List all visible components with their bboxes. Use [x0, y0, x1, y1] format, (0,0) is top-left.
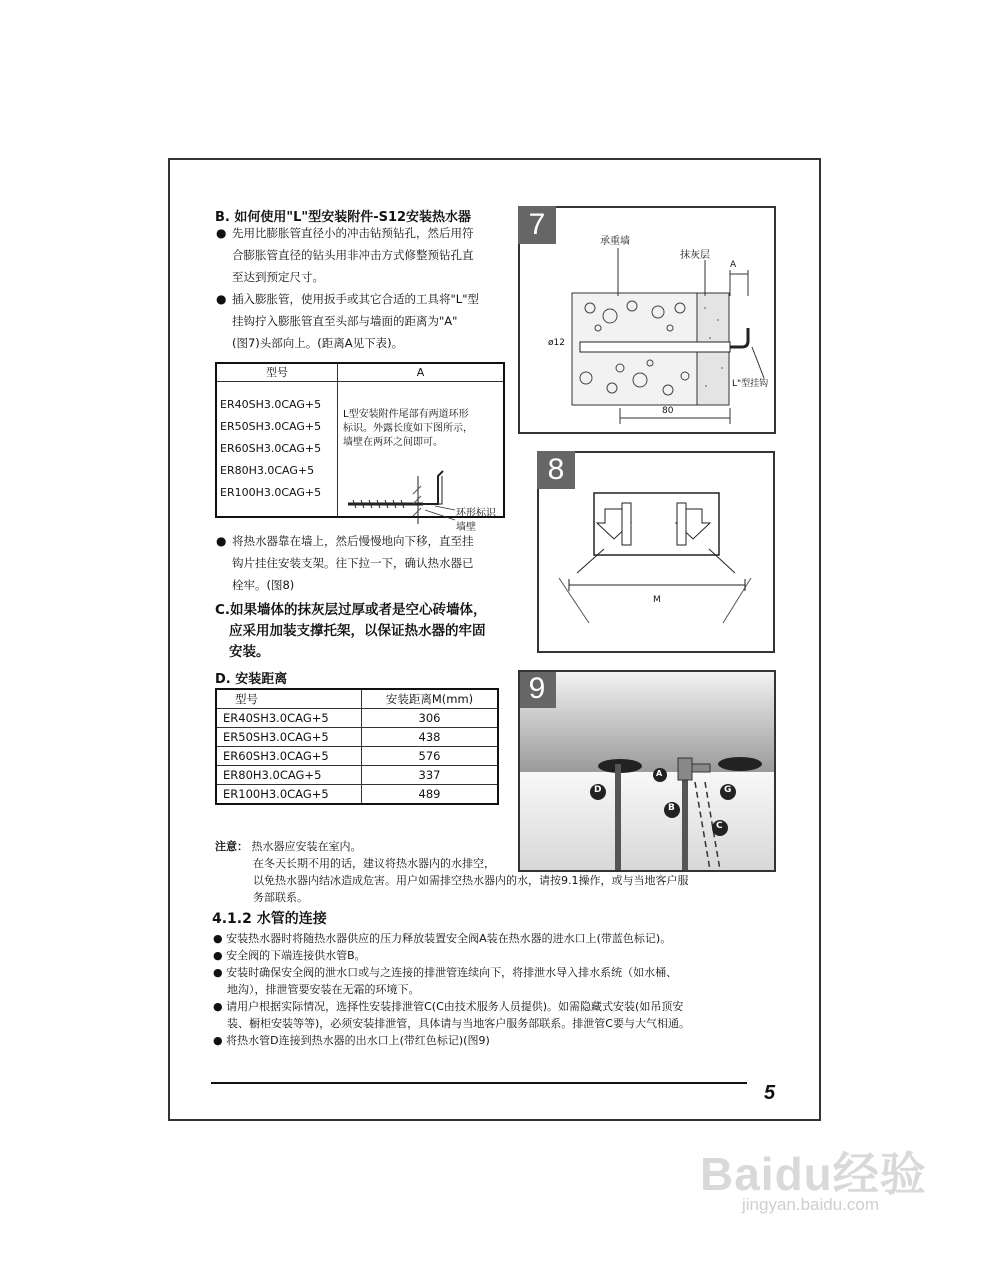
page-number: 5 [764, 1082, 776, 1104]
a-description-cell [338, 381, 505, 533]
baidu-watermark-url: jingyan.baidu.com [742, 1195, 880, 1214]
note-label: 注意： [215, 840, 248, 853]
model-cell: ER40SH3.0CAG+5 [220, 397, 322, 411]
text-line: 栓牢。(图8) [232, 578, 295, 592]
table-install-distance [215, 688, 499, 805]
text-line: 将热水器靠在墙上，然后慢慢地向下移，直至挂 [232, 534, 474, 548]
bracket-diagram [539, 453, 773, 651]
text-line: 安装。 [229, 644, 270, 660]
baidu-watermark-logo: Baidu经验 [700, 1148, 927, 1200]
text-line: 务部联系。 [253, 891, 308, 904]
text-line: 在冬天长期不用的话，建议将热水器内的水排空， [253, 857, 495, 870]
distance-cell: 576 [362, 747, 499, 766]
dim-80-label: 80 [662, 406, 674, 416]
text-line: 插入膨胀管，使用扳手或其它合适的工具将"L"型 [232, 292, 479, 306]
col-header-model: 型号 [216, 689, 362, 709]
text-line: 标识。外露长度如下图所示， [343, 422, 473, 434]
distance-cell: 438 [362, 728, 499, 747]
label-g: G [724, 785, 732, 795]
model-cell: ER100H3.0CAG+5 [220, 485, 322, 499]
model-cell: ER80H3.0CAG+5 [216, 766, 362, 785]
table-row [216, 747, 498, 766]
load-wall-label: 承重墙 [600, 236, 630, 247]
text-line: 至达到预定尺寸。 [232, 270, 324, 284]
distance-cell: 337 [362, 766, 499, 785]
label-d: D [594, 785, 602, 795]
a-dim-label: A [730, 260, 737, 270]
bullet-hang [216, 530, 512, 596]
model-list [216, 381, 338, 517]
bullet-icon: ● [213, 966, 227, 979]
bullet-icon: ● [216, 226, 227, 240]
text-line: 热水器应安装在室内。 [251, 840, 362, 853]
section-b-title: B. 如何使用"L"型安装附件-S12安装热水器 [215, 210, 472, 225]
figure-number: 8 [537, 451, 575, 489]
bullet-icon: ● [213, 1000, 227, 1013]
label-c: C [716, 821, 723, 831]
model-cell: ER50SH3.0CAG+5 [220, 419, 322, 433]
figure-7 [518, 206, 776, 434]
text-line: 合膨胀管直径的钻头用非冲击方式修整预钻孔直 [232, 248, 474, 262]
m-dim-label: M [653, 595, 661, 605]
bullet-insert [216, 288, 512, 354]
table-l-hook [215, 362, 505, 533]
diameter-label: ø12 [548, 338, 565, 348]
wall-label: 墙壁 [456, 521, 476, 533]
text-line: 先用比膨胀管直径小的冲击钻预钻孔，然后用符 [232, 226, 474, 240]
label-b: B [668, 803, 675, 813]
list-item: 地沟），排泄管要安装在无霜的环境下。 [227, 983, 420, 996]
list-item: 装、橱柜安装等等)，必须安装排泄管，具体请与当地客户服务部联系。排泄管C要与大气相通。 [227, 1017, 690, 1030]
list-item: 安全阀的下端连接供水管B。 [226, 949, 366, 962]
list-item: 请用户根据实际情况，选择性安装排泄管C(C由技术服务人员提供)。如需隐藏式安装(如吊顶安 [226, 1000, 684, 1013]
list-item: 安装时确保安全阀的泄水口或与之连接的排泄管连续向下，将排泄水导入排水系统（如水桶、 [226, 966, 678, 979]
text-line: (图7)头部向上。(距离A见下表)。 [232, 336, 404, 350]
text-line: L型安装附件尾部有两道环形 [343, 408, 469, 420]
bullet-icon: ● [213, 949, 227, 962]
bullet-icon: ● [216, 534, 227, 548]
bullet-drill [216, 222, 512, 288]
table-row [216, 785, 498, 805]
distance-cell: 489 [362, 785, 499, 805]
text-line: 墙壁在两环之间即可。 [343, 436, 443, 448]
wall-anchor-diagram [520, 208, 774, 432]
col-header-a: A [338, 363, 505, 381]
model-cell: ER60SH3.0CAG+5 [220, 441, 322, 455]
model-cell: ER80H3.0CAG+5 [220, 463, 315, 477]
section-412-title: 4.1.2 水管的连接 [212, 911, 327, 927]
model-cell: ER50SH3.0CAG+5 [216, 728, 362, 747]
section-c [215, 600, 487, 663]
bullet-icon: ● [216, 292, 227, 306]
bullet-icon: ● [213, 932, 227, 945]
figure-number: 9 [518, 670, 556, 708]
ring-label: 环形标识 [456, 507, 496, 519]
section-d-title: D. 安装距离 [215, 672, 288, 687]
text-line: 挂钩拧入膨胀管直至头部与墙面的距离为"A" [232, 314, 458, 328]
plaster-label: 抹灰层 [680, 250, 710, 261]
text-line: 以免热水器内结冰造成危害。用户如需排空热水器内的水，请按9.1操作，或与当地客户服 [253, 874, 689, 887]
model-cell: ER60SH3.0CAG+5 [216, 747, 362, 766]
col-header-distance: 安装距离M(mm) [362, 689, 499, 709]
bullet-icon: ● [213, 1034, 227, 1047]
text-line: 钩片挂住安装支架。往下拉一下，确认热水器已 [232, 556, 474, 570]
list-item: 将热水管D连接到热水器的出水口上(带红色标记)(图9) [226, 1034, 490, 1047]
model-cell: ER40SH3.0CAG+5 [216, 709, 362, 728]
col-header-model: 型号 [216, 363, 338, 381]
table-row [216, 766, 498, 785]
list-item: 安装热水器时将随热水器供应的压力释放装置安全阀A装在热水器的进水口上(带蓝色标记)。 [226, 932, 672, 945]
table-row [216, 728, 498, 747]
distance-cell: 306 [362, 709, 499, 728]
figure-number: 7 [518, 206, 556, 244]
hook-label: L"型挂钩 [732, 379, 769, 389]
section-412-list [213, 930, 783, 1049]
model-cell: ER100H3.0CAG+5 [216, 785, 362, 805]
label-a: A [656, 769, 663, 778]
text-line: 应采用加装支撑托架，以保证热水器的牢固 [229, 623, 486, 639]
note-block [215, 838, 775, 906]
table-row [216, 709, 498, 728]
footer-rule [211, 1082, 747, 1084]
text-line: C.如果墙体的抹灰层过厚或者是空心砖墙体， [215, 602, 487, 618]
figure-8 [537, 451, 775, 653]
